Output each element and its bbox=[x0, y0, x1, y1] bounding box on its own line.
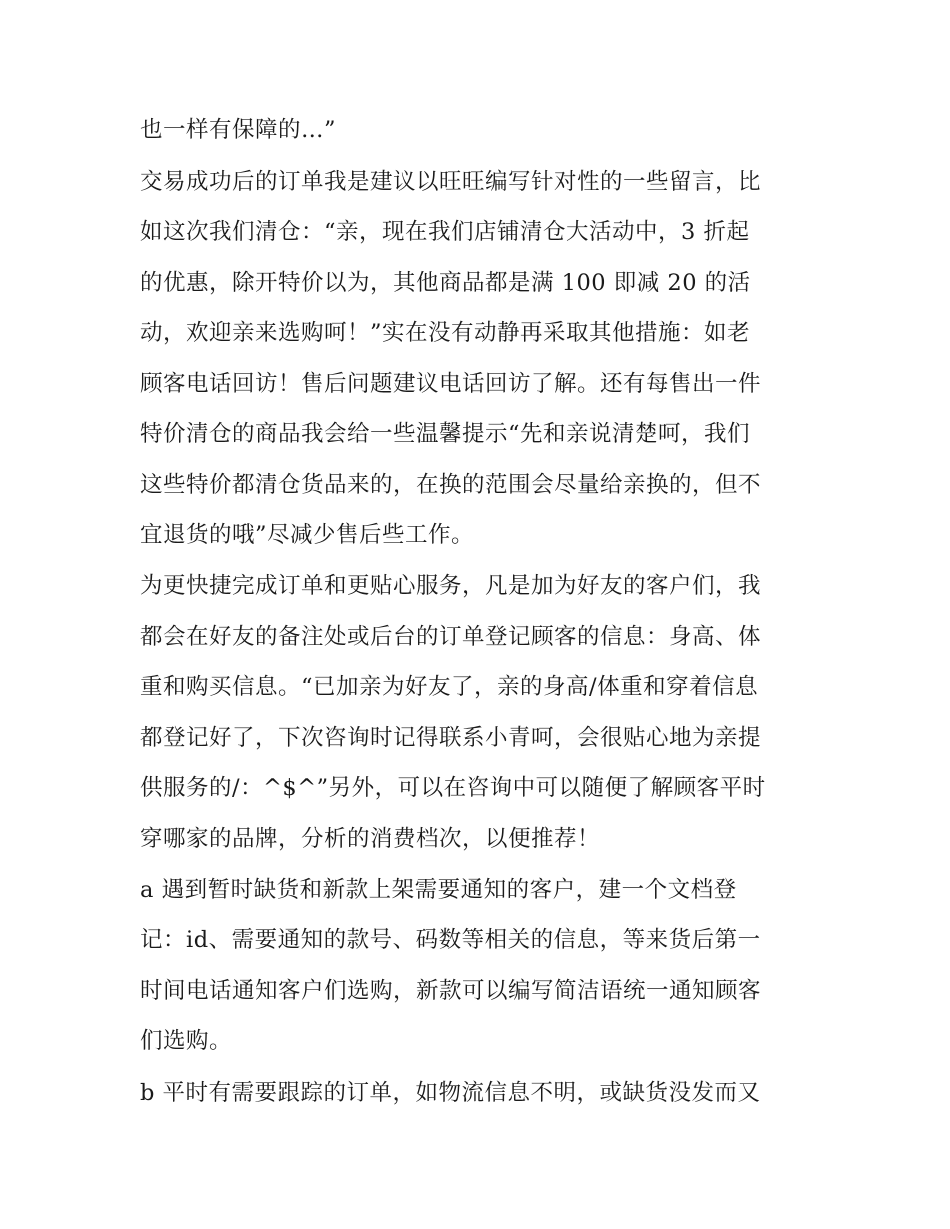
text-line: 顾客电话回访！售后问题建议电话回访了解。还有每售出一件 bbox=[140, 371, 762, 397]
text-line: 们选购。 bbox=[140, 1028, 233, 1054]
text-line: 供服务的/：^$^”另外，可以在咨询中可以随便了解顾客平时 bbox=[140, 775, 766, 801]
text-line: 的优惠，除开特价以为，其他商品都是满 100 即减 20 的活 bbox=[140, 270, 751, 296]
text-line: 时间电话通知客户们选购，新款可以编写简洁语统一通知顾客 bbox=[140, 978, 762, 1004]
text-line: 如这次我们清仓：“亲，现在我们店铺清仓大活动中，3 折起 bbox=[140, 219, 750, 245]
text-line: 动，欢迎亲来选购呵！”实在没有动静再采取其他措施：如老 bbox=[140, 320, 751, 346]
text-line: 为更快捷完成订单和更贴心服务，凡是加为好友的客户们，我 bbox=[140, 573, 762, 599]
text-line: 重和购买信息。“已加亲为好友了，亲的身高/体重和穿着信息 bbox=[140, 674, 759, 700]
text-line: 都登记好了，下次咨询时记得联系小青呵，会很贴心地为亲提 bbox=[140, 725, 762, 751]
text-line: 记：id、需要通知的款号、码数等相关的信息，等来货后第一 bbox=[140, 927, 761, 953]
text-line: a 遇到暂时缺货和新款上架需要通知的客户，建一个文档登 bbox=[140, 877, 737, 903]
text-line: 穿哪家的品牌，分析的消费档次，以便推荐！ bbox=[140, 826, 601, 852]
text-line: 特价清仓的商品我会给一些温馨提示“先和亲说清楚呵，我们 bbox=[140, 421, 751, 447]
text-line: 都会在好友的备注处或后台的订单登记顾客的信息：身高、体 bbox=[140, 624, 762, 650]
text-line: b 平时有需要跟踪的订单，如物流信息不明，或缺货没发而又 bbox=[140, 1080, 761, 1106]
text-line: 交易成功后的订单我是建议以旺旺编写针对性的一些留言，比 bbox=[140, 169, 762, 195]
text-line: 宜退货的哦”尽减少售后些工作。 bbox=[140, 522, 475, 548]
text-line: 也一样有保障的…” bbox=[140, 117, 337, 143]
text-line: 这些特价都清仓货品来的，在换的范围会尽量给亲换的，但不 bbox=[140, 472, 762, 498]
